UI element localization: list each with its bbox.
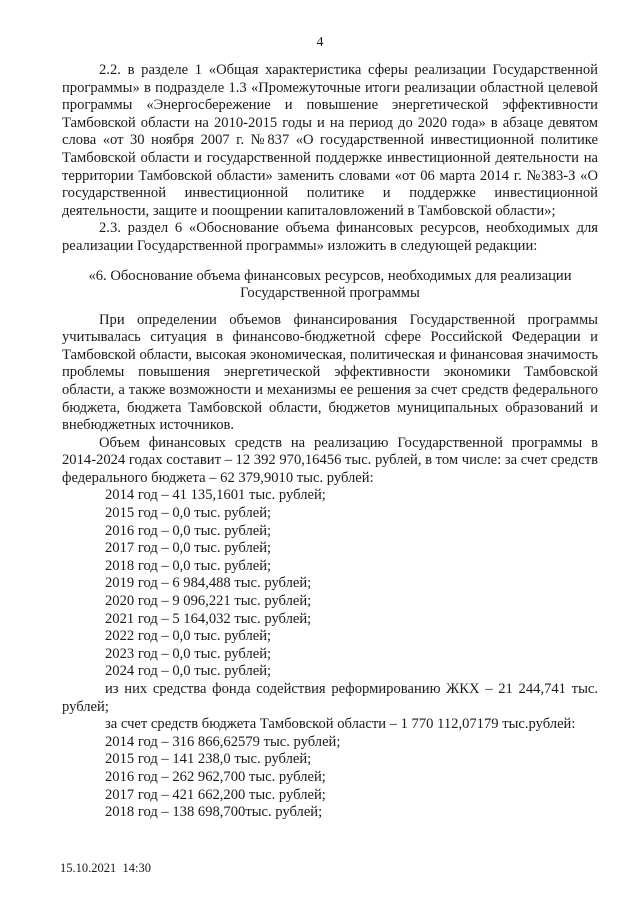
list-item: 2024 год – 0,0 тыс. рублей;	[105, 663, 272, 680]
paragraph-2-2: 2.2. в разделе 1 «Общая характеристика сферы реализации Государственной программы» в подразделе 1.3 «Промежуточные итоги реализации областной целевой программы «Энергосбережение и повышение энергетической эффективности Тамбовской области на 2010-2015 годы и на период до 2020 года» в абзаце девятом слова «от 30 ноября 2007 г. №837 «О государственной инвестиционной политике Тамбовской области и государственной поддержке инвестиционной деятельности на территории Тамбовской области» заменить словами «от 06 марта 2014 г. №383-З «О государственной инвестиционной политике и поддержке инвестиционной деятельности, защите и поощрении капиталовложений в Тамбовской области»;	[62, 62, 598, 219]
list-item: 2020 год – 9 096,221 тыс. рублей;	[105, 593, 312, 610]
list-item: 2019 год – 6 984,488 тыс. рублей;	[105, 575, 312, 592]
paragraph-total: Объем финансовых средств на реализацию Государственной программы в 2014-2024 годах составит – 12 392 970,16456 тыс. рублей, в том числе: за счет средств федерального бюджета – 62 379,9010 тыс. рублей:	[62, 434, 598, 486]
regional-years-list	[62, 734, 598, 822]
list-item: 2018 год – 0,0 тыс. рублей;	[105, 557, 272, 574]
fund-line: из них средства фонда содействия реформированию ЖКХ – 21 244,741 тыс. рублей;	[62, 681, 598, 715]
document-body	[62, 62, 598, 822]
list-item: 2015 год – 141 238,0 тыс. рублей;	[105, 751, 312, 768]
list-item: 2017 год – 0,0 тыс. рублей;	[105, 540, 272, 557]
list-item: 2015 год – 0,0 тыс. рублей;	[105, 505, 272, 522]
list-item: 2014 год – 316 866,62579 тыс. рублей;	[105, 733, 341, 750]
list-item: 2022 год – 0,0 тыс. рублей;	[105, 628, 272, 645]
section-heading: «6. Обоснование объема финансовых ресурсов, необходимых для реализации Государственной программы	[88, 267, 572, 301]
list-item: 2016 год – 262 962,700 тыс. рублей;	[105, 768, 326, 785]
list-item: 2021 год – 5 164,032 тыс. рублей;	[105, 610, 312, 627]
page-number: 4	[316, 35, 324, 50]
footer-date: 15.10.2021	[60, 861, 117, 875]
list-item: 2016 год – 0,0 тыс. рублей;	[105, 522, 272, 539]
list-item: 2017 год – 421 662,200 тыс. рублей;	[105, 786, 326, 803]
list-item: 2014 год – 41 135,1601 тыс. рублей;	[105, 487, 326, 504]
list-item: 2018 год – 138 698,700тыс. рублей;	[105, 804, 323, 821]
paragraph-context: При определении объемов финансирования Государственной программы учитывалась ситуация в финансово-бюджетной сфере Российской Федерации и Тамбовской области, высокая экономическая, политическая и финансовая значимость проблемы повышения энергетической эффективности экономики Тамбовской области, а также возможности и механизмы ее решения за счет средств федерального бюджета, бюджета Тамбовской области, бюджетов муниципальных образований и внебюджетных источников.	[62, 311, 598, 434]
paragraph-2-3: 2.3. раздел 6 «Обоснование объема финансовых ресурсов, необходимых для реализации Государственной программы» изложить в следующей редакции:	[62, 220, 598, 254]
regional-budget-line: за счет средств бюджета Тамбовской области – 1 770 112,07179 тыс.рублей:	[105, 716, 576, 733]
footer-timestamp	[60, 861, 151, 876]
list-item: 2023 год – 0,0 тыс. рублей;	[105, 645, 272, 662]
footer-time: 14:30	[122, 861, 151, 875]
federal-years-list	[62, 487, 598, 681]
